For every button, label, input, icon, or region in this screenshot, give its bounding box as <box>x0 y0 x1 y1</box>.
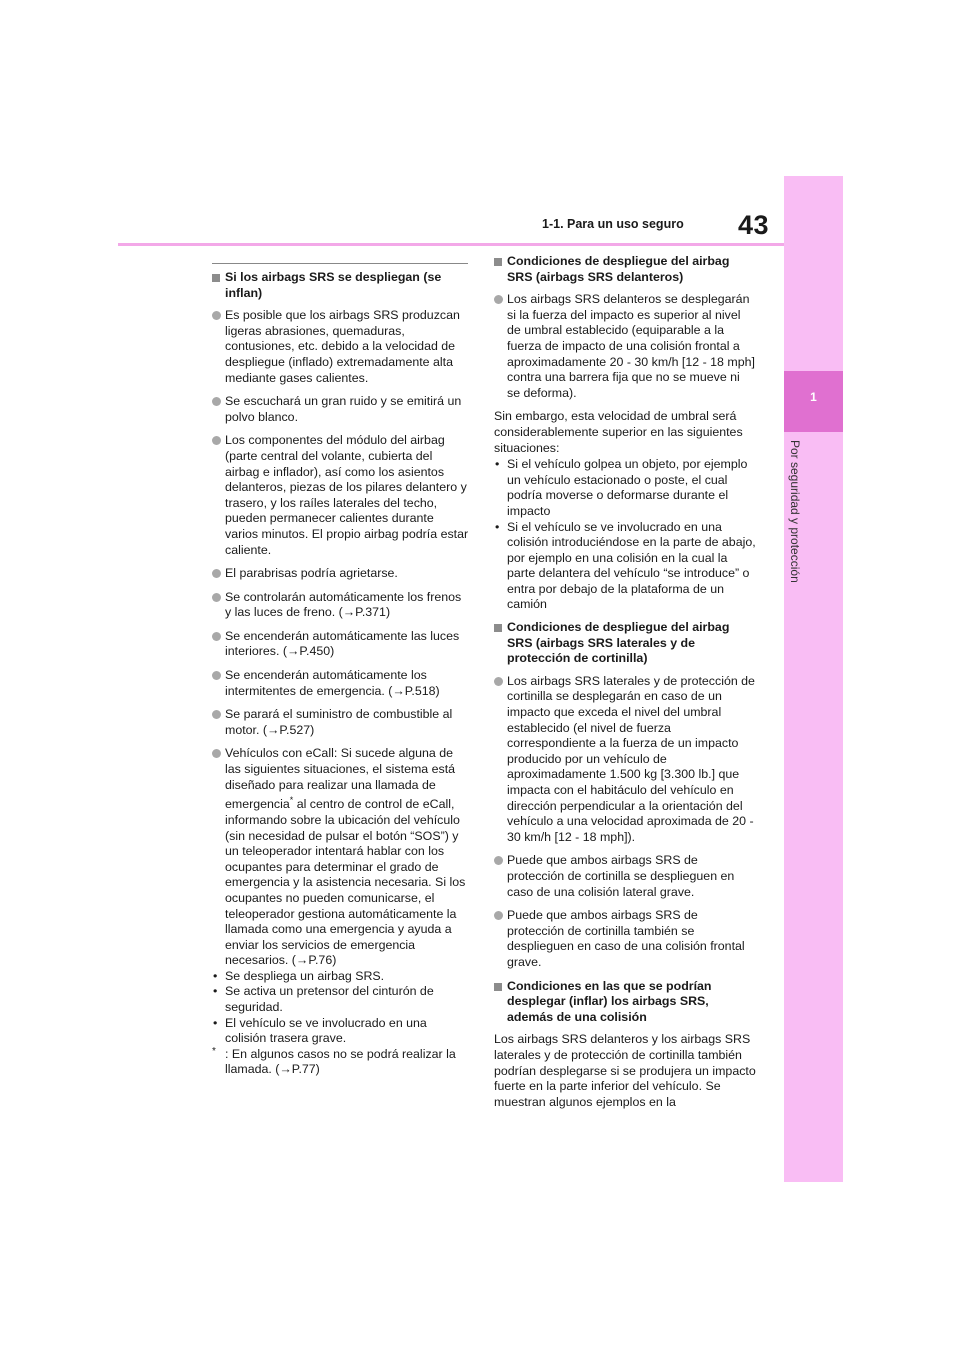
footnote-symbol: * <box>212 1045 216 1057</box>
list-item: Los componentes del módulo del airbag (parte central del volante, cubierta del airbag e inflador), así como los asientos delanteros, piezas de los pilares delantero y trasero, y los raíles laterales del techo, pueden permanecer calientes durante varios minutos. El propio airbag podría estar caliente. <box>212 433 470 558</box>
header-rule <box>118 243 784 246</box>
list-item: Puede que ambos airbags SRS de protección de cortinilla se desplieguen en caso de una colisión lateral grave. <box>494 853 756 900</box>
column-top-rule <box>212 263 468 264</box>
list-item: Puede que ambos airbags SRS de protección de cortinilla también se desplieguen en caso de una colisión frontal grave. <box>494 908 756 970</box>
list-item-ecall <box>212 746 470 968</box>
list-item: Se encenderán automáticamente los intermitentes de emergencia. (→P.518) <box>212 668 470 699</box>
list-item: El parabrisas podría agrietarse. <box>212 566 470 582</box>
sub-list-item: • Si el vehículo se ve involucrado en una colisión introduciéndose en la parte de abajo, por ejemplo en una colisión en la cual la parte delantera del vehículo “se introduce” o entra por debajo de la plataforma de un camión <box>494 520 756 614</box>
section-heading: Condiciones en las que se podrían desplegar (inflar) los airbags SRS, además de una colisión <box>494 979 756 1026</box>
section-heading: Condiciones de despliegue del airbag SRS (airbags SRS delanteros) <box>494 254 756 285</box>
list-item: Es posible que los airbags SRS produzcan ligeras abrasiones, quemaduras, contusiones, etc. debido a la velocidad de despliegue (inflado) extremadamente alta mediante gases calientes. <box>212 308 470 386</box>
sub-list-item: • El vehículo se ve involucrado en una colisión trasera grave. <box>212 1016 470 1047</box>
page-number: 43 <box>738 210 770 240</box>
paragraph: Sin embargo, esta velocidad de umbral será considerablemente superior en las siguientes situaciones: <box>494 409 743 455</box>
section-title: 1-1. Para un uso seguro <box>542 217 684 231</box>
right-column <box>494 254 756 1111</box>
section-heading: Si los airbags SRS se despliegan (se inflan) <box>212 270 470 301</box>
footnote <box>212 1047 470 1078</box>
list-item: Se parará el suministro de combustible al motor. (→P.527) <box>212 707 470 738</box>
ecall-text-after: al centro de control de eCall, informando sobre la ubicación del vehículo (sin necesidad de pulsar el botón “SOS”) y un teleoperador intentará hablar con los ocupantes para determinar el grado de emergencia y la asistencia necesaria. Si los ocupantes no pueden comunicarse, el teleoperador gestiona automáticamente la llamada como una emergencia y ayuda a enviar los servicios de emergencia necesarios. (→P.76) <box>225 797 466 968</box>
list-item: Los airbags SRS laterales y de protección de cortinilla se desplegarán en caso de un impacto que exceda el nivel del umbral establecido (el nivel de fuerza correspondiente a la fuerza de un impacto producido por un vehículo de aproximadamente 1.500 kg [3.300 lb.] que impacta con el habitáculo del vehículo en dirección perpendicular a la orientación del vehículo a una velocidad aproximada de 20 - 30 km/h [12 - 18 mph]). <box>494 674 756 846</box>
chapter-name-label: Por seguridad y protección <box>788 440 802 583</box>
footnote-mark: * <box>289 795 294 806</box>
list-item: Se controlarán automáticamente los frenos y las luces de freno. (→P.371) <box>212 590 470 621</box>
footnote-text: : En algunos casos no se podrá realizar la llamada. (→P.77) <box>225 1046 456 1077</box>
sub-list-item: • Si el vehículo golpea un objeto, por ejemplo un vehículo estacionado o poste, el cual podría moverse o deformarse durante el impacto <box>494 457 756 519</box>
list-item: Los airbags SRS delanteros se desplegarán si la fuerza del impacto es superior al nivel de umbral establecido (equiparable a la fuerza de impacto de una colisión frontal a aproximadamente 20 - 30 km/h [12 - 18 mph] contra una barrera fija que no se mueve ni se deforma). <box>494 292 756 401</box>
list-item: Se escuchará un gran ruido y se emitirá un polvo blanco. <box>212 394 470 425</box>
sub-list-item: • Se despliega un airbag SRS. <box>212 969 470 985</box>
section-heading: Condiciones de despliegue del airbag SRS (airbags SRS laterales y de protección de cortinilla) <box>494 620 756 667</box>
list-item: Se encenderán automáticamente las luces interiores. (→P.450) <box>212 629 470 660</box>
chapter-number: 1 <box>810 390 817 404</box>
paragraph: Los airbags SRS delanteros y los airbags SRS laterales y de protección de cortinilla también podrían desplegarse si se produjera un impacto fuerte en la parte inferior del vehículo. Se muestran algunos ejemplos en la <box>494 1032 756 1109</box>
sub-list-item: • Se activa un pretensor del cinturón de seguridad. <box>212 984 470 1015</box>
left-column <box>212 270 470 1078</box>
side-tab <box>784 176 843 1182</box>
ecall-text-before: Vehículos con eCall: Si sucede alguna de las siguientes situaciones, el sistema está diseñado para realizar una llamada de emergencia <box>225 746 456 812</box>
chapter-name <box>786 440 806 600</box>
